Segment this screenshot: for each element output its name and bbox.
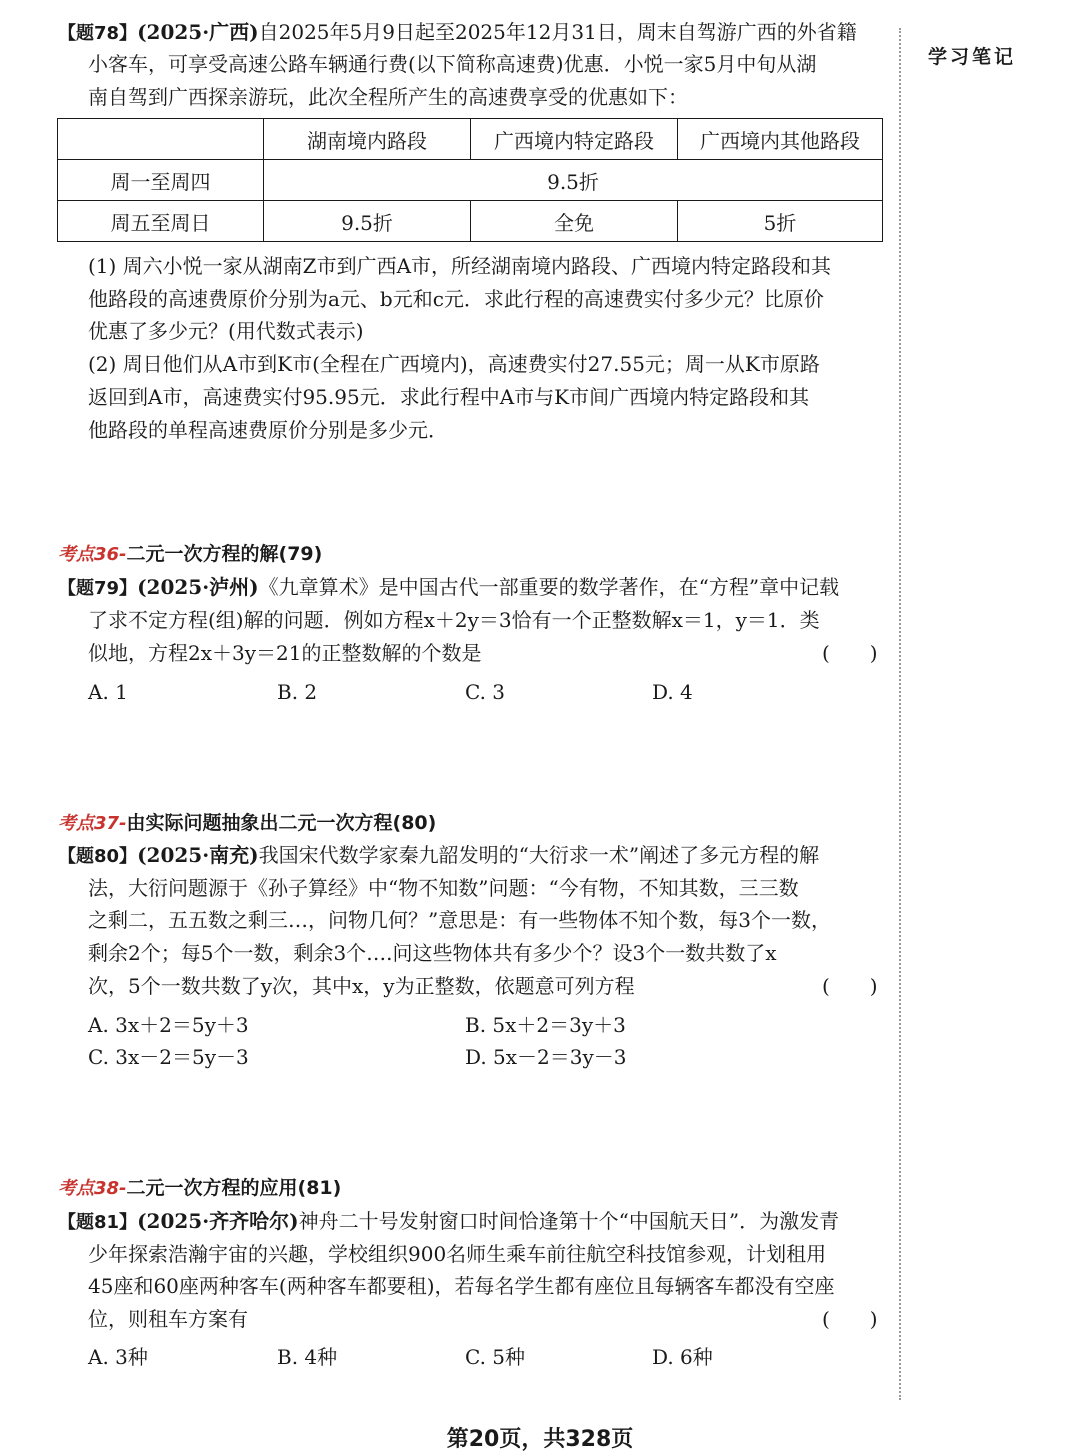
study-notes-label: 学习笔记 — [928, 46, 1017, 68]
table-header-guangxi-other: 广西境内其他路段 — [678, 119, 883, 160]
table-header-row — [58, 119, 883, 160]
q78-part-line: 优惠了多少元？(用代数式表示) — [88, 319, 364, 343]
q81-answer-blank: ( ) — [822, 1307, 878, 1331]
q81-line-2: 少年探索浩瀚宇宙的兴趣，学校组织900名师生乘车前往航空科技馆参观，计划租用 — [88, 1242, 827, 1266]
notes-divider — [899, 28, 901, 1400]
table-header-guangxi-special: 广西境内特定路段 — [471, 119, 678, 160]
table-row-label: 周五至周日 — [58, 201, 264, 242]
section-37-heading — [58, 806, 436, 840]
q80-line-1 — [58, 839, 819, 873]
section-38-heading — [58, 1171, 341, 1205]
q80-option-a: A. 3x＋2＝5y＋3 — [88, 1013, 249, 1037]
q81-line-4: 位，则租车方案有 — [88, 1307, 248, 1331]
q81-source: (2025·齐齐哈尔) — [137, 1209, 299, 1233]
q78-number: 【题78】 — [58, 23, 138, 44]
q79-line-3: 似地，方程2x＋3y＝21的正整数解的个数是 — [88, 641, 482, 665]
section-37-label: 考点37- — [58, 813, 127, 834]
discount-table — [57, 118, 883, 242]
q78-source: (2025·广西) — [137, 20, 259, 44]
q79-number: 【题79】 — [58, 578, 138, 599]
q80-line-3: 之剩二，五五数之剩三…，问物几何？”意思是：有一些物体不知个数，每3个一数， — [88, 908, 831, 932]
section-37-title: 由实际问题抽象出二元一次方程(80) — [126, 812, 437, 834]
q81-option-a: A. 3种 — [88, 1345, 148, 1369]
table-row-label: 周一至周四 — [58, 160, 264, 201]
q79-source: (2025·泸州) — [137, 575, 259, 599]
q81-option-d: D. 6种 — [652, 1345, 713, 1369]
table-cell: 5折 — [678, 201, 883, 242]
section-38-title: 二元一次方程的应用(81) — [126, 1177, 342, 1199]
q80-answer-blank: ( ) — [822, 974, 878, 998]
q79-answer-blank: ( ) — [822, 641, 878, 665]
table-row-weekend — [58, 201, 883, 242]
section-38-label: 考点38- — [58, 1178, 127, 1199]
page-number: 第20页，共328页 — [446, 1427, 634, 1452]
q80-option-d: D. 5x－2＝3y－3 — [465, 1045, 627, 1069]
table-cell: 9.5折 — [264, 201, 471, 242]
q78-part-line: (1) 周六小悦一家从湖南Z市到广西A市，所经湖南境内路段、广西境内特定路段和其 — [88, 254, 832, 278]
q81-line-1 — [58, 1205, 839, 1239]
q78-line-3: 南自驾到广西探亲游玩，此次全程所产生的高速费享受的优惠如下： — [88, 85, 688, 109]
q81-option-b: B. 4种 — [277, 1345, 338, 1369]
q80-source: (2025·南充) — [137, 843, 259, 867]
q81-option-c: C. 5种 — [465, 1345, 526, 1369]
q79-text-1: 《九章算术》是中国古代一部重要的数学著作，在“方程”章中记载 — [258, 575, 840, 599]
q80-number: 【题80】 — [58, 846, 138, 867]
q81-number: 【题81】 — [58, 1212, 138, 1233]
q78-part-line: 他路段的高速费原价分别为a元、b元和c元．求此行程的高速费实付多少元？比原价 — [88, 287, 824, 311]
q81-text-1: 神舟二十号发射窗口时间恰逢第十个“中国航天日”．为激发青 — [298, 1209, 840, 1233]
q78-text-1: 自2025年5月9日起至2025年12月31日，周末自驾游广西的外省籍 — [258, 20, 857, 44]
q78-part-line: 返回到A市，高速费实付95.95元．求此行程中A市与K市间广西境内特定路段和其 — [88, 385, 810, 409]
q80-line-4: 剩余2个；每5个一数，剩余3个….问这些物体共有多少个？设3个一数共数了x — [88, 941, 777, 965]
q78-part-line: (2) 周日他们从A市到K市(全程在广西境内)，高速费实付27.55元；周一从K市原路 — [88, 352, 820, 376]
table-row-weekday — [58, 160, 883, 201]
section-36-label: 考点36- — [58, 544, 127, 565]
q80-line-5: 次，5个一数共数了y次，其中x，y为正整数，依题意可列方程 — [88, 974, 635, 998]
q79-line-1 — [58, 571, 839, 605]
q79-option-b: B. 2 — [277, 680, 318, 704]
table-header-hunan: 湖南境内路段 — [264, 119, 471, 160]
q80-option-c: C. 3x－2＝5y－3 — [88, 1045, 249, 1069]
q79-option-d: D. 4 — [652, 680, 693, 704]
section-36-title: 二元一次方程的解(79) — [126, 543, 323, 565]
q78-part-line: 他路段的单程高速费原价分别是多少元． — [88, 418, 448, 442]
table-header-empty — [58, 119, 264, 160]
q79-line-2: 了求不定方程(组)解的问题．例如方程x＋2y＝3恰有一个正整数解x＝1，y＝1．类 — [88, 608, 820, 632]
q81-line-3: 45座和60座两种客车(两种客车都要租)，若每名学生都有座位且每辆客车都没有空座 — [88, 1274, 835, 1298]
q78-line-2: 小客车，可享受高速公路车辆通行费(以下简称高速费)优惠．小悦一家5月中旬从湖 — [88, 52, 817, 76]
q80-text-1: 我国宋代数学家秦九韶发明的“大衍求一术”阐述了多元方程的解 — [258, 843, 820, 867]
section-36-heading — [58, 537, 322, 571]
table-cell: 9.5折 — [264, 160, 883, 201]
q79-option-a: A. 1 — [88, 680, 128, 704]
q80-option-b: B. 5x＋2＝3y＋3 — [465, 1013, 626, 1037]
table-cell: 全免 — [471, 201, 678, 242]
q80-line-2: 法，大衍问题源于《孙子算经》中“物不知数”问题：“今有物，不知其数，三三数 — [88, 876, 799, 900]
q78-line-1 — [58, 16, 857, 50]
q79-option-c: C. 3 — [465, 680, 506, 704]
